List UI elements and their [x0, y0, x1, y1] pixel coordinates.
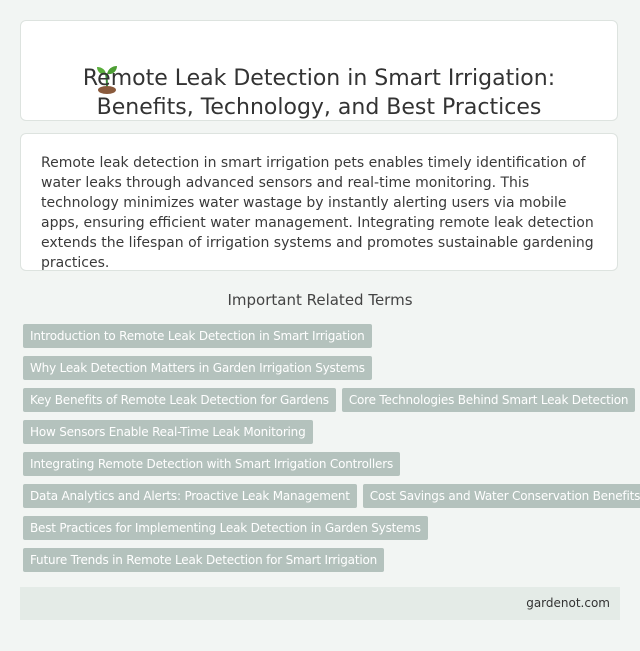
- term-tag[interactable]: Why Leak Detection Matters in Garden Irrigation Systems: [23, 356, 372, 380]
- tag-row: [23, 484, 640, 516]
- page-title: [21, 64, 617, 122]
- term-tag[interactable]: Key Benefits of Remote Leak Detection for Gardens: [23, 388, 336, 412]
- summary-text: Remote leak detection in smart irrigation pets enables timely identification of water leaks through advanced sensors and real-time monitoring. This technology minimizes water wastage by instantly alerting users via mobile apps, ensuring efficient water management. Integrating remote leak detection extends the lifespan of irrigation systems and promotes sustainable gardening practices.: [41, 155, 594, 271]
- tag-row: [23, 516, 603, 548]
- related-terms-list: [23, 324, 640, 580]
- tag-row: [23, 420, 603, 452]
- term-tag[interactable]: Data Analytics and Alerts: Proactive Leak Management: [23, 484, 357, 508]
- term-tag[interactable]: How Sensors Enable Real-Time Leak Monitoring: [23, 420, 313, 444]
- term-tag[interactable]: Core Technologies Behind Smart Leak Detection: [342, 388, 635, 412]
- page-title-line-1: Remote Leak Detection in Smart Irrigation:: [82, 66, 556, 91]
- terms-heading: Important Related Terms: [227, 291, 413, 309]
- term-tag[interactable]: Cost Savings and Water Conservation Benefits: [363, 484, 640, 508]
- title-card: [20, 20, 618, 121]
- term-tag[interactable]: Future Trends in Remote Leak Detection for Smart Irrigation: [23, 548, 384, 572]
- tag-row: [23, 388, 629, 420]
- footer: [20, 587, 620, 620]
- term-tag[interactable]: Best Practices for Implementing Leak Detection in Garden Systems: [23, 516, 428, 540]
- summary-card: [20, 133, 618, 271]
- tag-row: [23, 548, 603, 580]
- tag-row: [23, 324, 603, 356]
- page-title-line-2: Benefits, Technology, and Best Practices: [96, 95, 542, 120]
- term-tag[interactable]: Integrating Remote Detection with Smart Irrigation Controllers: [23, 452, 400, 476]
- tag-row: [23, 452, 603, 484]
- tag-row: [23, 356, 603, 388]
- footer-site-link[interactable]: gardenot.com: [526, 596, 610, 610]
- term-tag[interactable]: Introduction to Remote Leak Detection in Smart Irrigation: [23, 324, 372, 348]
